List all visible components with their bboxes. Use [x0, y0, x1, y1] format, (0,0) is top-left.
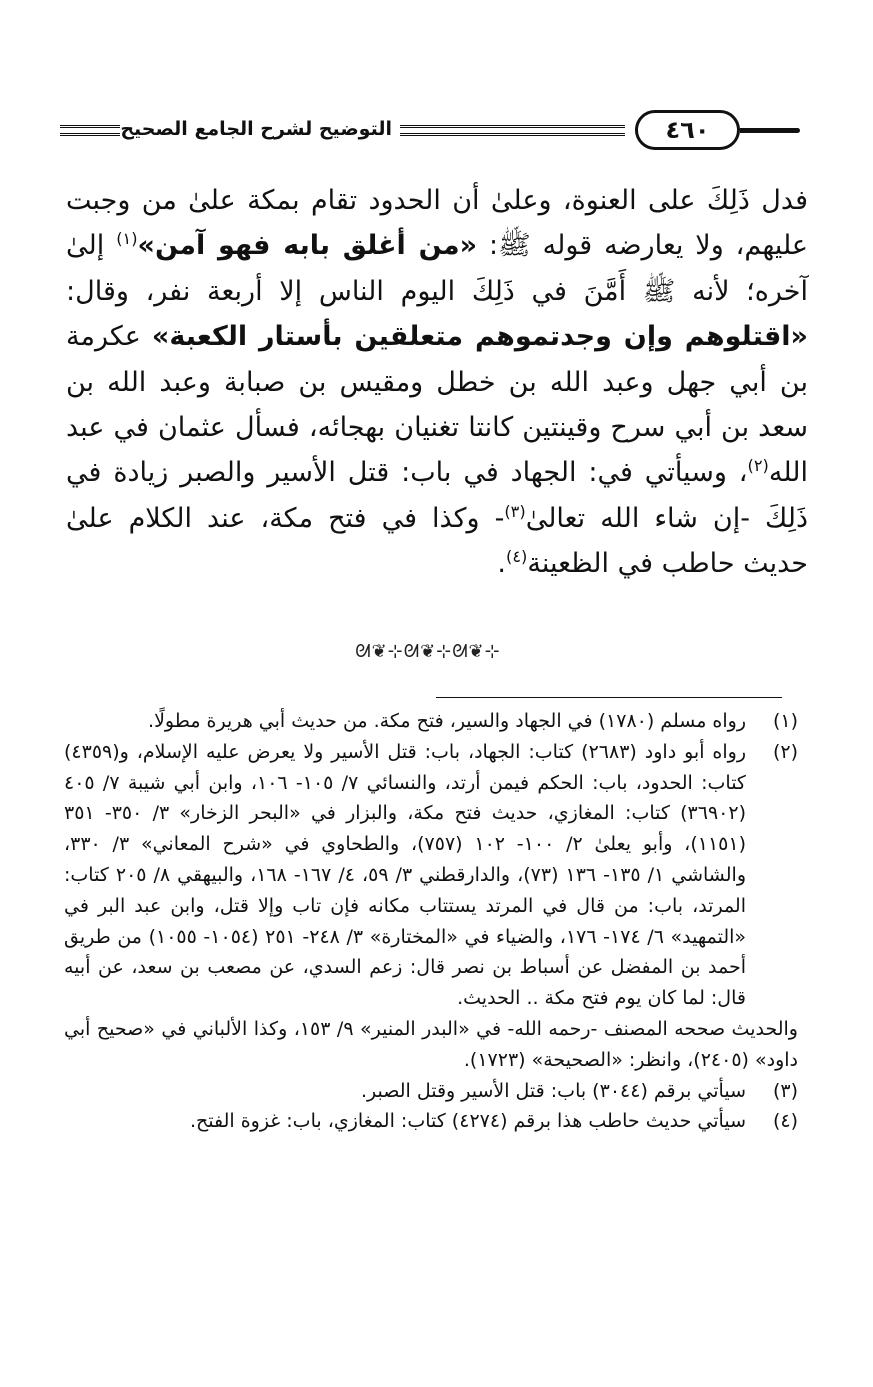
- footnote-number: (٣): [772, 1079, 798, 1102]
- header-rule-right: [400, 125, 625, 136]
- footnote-text: رواه أبو داود (٢٦٨٣) كتاب: الجهاد، باب: قتل الأسير ولا يعرض عليه الإسلام، و(٤٣٥٩) كتاب: الحدود، باب: الحكم فيمن أرتد، والنسائي ٧/ ١٠٥- ١٠٦، وابن أبي شيبة ٧/ ٤٠٥ (٣٦٩٠٢) كتاب: المغازي، حديث فتح مكة، والبزار في «البحر الزخار» ٣/ ٣٥٠- ٣٥١ (١١٥١)، وأبو يعلىٰ ٢/ ١٠٠- ١٠٢ (٧٥٧)، والطحاوي في «شرح المعاني» ٣/ ٣٣٠، والشاشي ١/ ١٣٥- ١٣٦ (٧٣)، والدارقطني ٣/ ٥٩، ٤/ ١٦٧- ١٦٨، والبيهقي ٨/ ٢٠٥ كتاب: المرتد، باب: من قال في المرتد يستتاب مكانه فإن تاب وإلا قتل، وابن عبد البر في «التمهيد» ٦/ ١٧٤- ١٧٦، والضياء في «المختارة» ٣/ ٢٤٨- ٢٥١ (١٠٥٤- ١٠٥٥) من طريق أحمد بن المفضل عن أسباط بن نصر قال: زعم السدي، عن مصعب بن سعد، عن أبيه قال: لما كان يوم فتح مكة .. الحديث.: [64, 740, 747, 1010]
- footnote-ref: (٢): [747, 456, 769, 476]
- running-title: التوضيح لشرح الجامع الصحيح: [120, 118, 392, 140]
- footnote-text: سيأتي حديث حاطب هذا برقم (٤٢٧٤) كتاب: المغازي، باب: غزوة الفتح.: [189, 1110, 746, 1133]
- text-segment: - وكذا في فتح مكة، عند الكلام علىٰ حديث حاطب في الظعينة: [66, 502, 808, 580]
- footnote-number: (٤): [772, 1110, 798, 1133]
- footnote-text: سيأتي برقم (٣٠٤٤) باب: قتل الأسير وقتل الصبر.: [360, 1079, 746, 1102]
- footnote-item: [64, 1106, 798, 1137]
- text-segment: عكرمة بن أبي جهل وعبد الله بن خطل ومقيس بن صبابة وعبد الله بن سعد بن أبي سرح وقينتين كانتا تغنيان بهجائه، فسأل عثمان في عبد الله: [66, 321, 808, 489]
- footnote-item: [64, 706, 798, 737]
- footnote-item: [64, 737, 798, 1014]
- page-number: ٤٦٠: [635, 110, 740, 150]
- footnote-number: (٢): [772, 740, 798, 763]
- text-segment: إلىٰ آخره؛ لأنه ﷺ أَمَّنَ في ذَلِكَ اليوم الناس إلا أربعة نفر، وقال:: [66, 230, 808, 307]
- ornament-divider: ᘛ❦⊹ᘛ❦⊹ᘛ❦⊹: [355, 641, 501, 662]
- footnote-ref: (٣): [504, 501, 526, 521]
- hadith-quote: «من أغلق بابه فهو آمن»: [137, 230, 478, 262]
- footnotes: [64, 706, 798, 1137]
- footnote-continuation: والحديث صححه المصنف -رحمه الله- في «البدر المنير» ٩/ ١٥٣، وكذا الألباني في «صحيح أبي داود» (٢٤٠٥)، وانظر: «الصحيحة» (١٧٢٣).: [64, 1017, 798, 1071]
- text-segment: .: [497, 548, 506, 580]
- footnote-number: (١): [772, 710, 798, 732]
- hadith-quote: «اقتلوهم وإن وجدتموهم متعلقين بأستار الكعبة»: [151, 321, 808, 353]
- header-rule-left: [60, 125, 120, 136]
- main-paragraph: [66, 178, 808, 587]
- text-segment: ، وسيأتي في: الجهاد في باب: قتل الأسير والصبر زيادة في ذَلِكَ -إن شاء الله تعالىٰ: [66, 457, 809, 534]
- footnote-item: [64, 1076, 798, 1107]
- page-number-tail: [740, 128, 800, 133]
- text-segment: فدل ذَلِكَ على العنوة، وعلىٰ أن الحدود تقام بمكة علىٰ من وجبت عليهم، ولا يعارضه قوله ﷺ:: [66, 185, 809, 262]
- footnote-ref: (٤): [506, 547, 528, 567]
- footnote-ref: (١): [116, 229, 138, 249]
- running-header: [60, 110, 800, 158]
- footnote-text: رواه مسلم (١٧٨٠) في الجهاد والسير، فتح مكة. من حديث أبي هريرة مطولًا.: [148, 710, 746, 732]
- footnote-separator: [436, 697, 782, 698]
- main-text: [66, 178, 808, 587]
